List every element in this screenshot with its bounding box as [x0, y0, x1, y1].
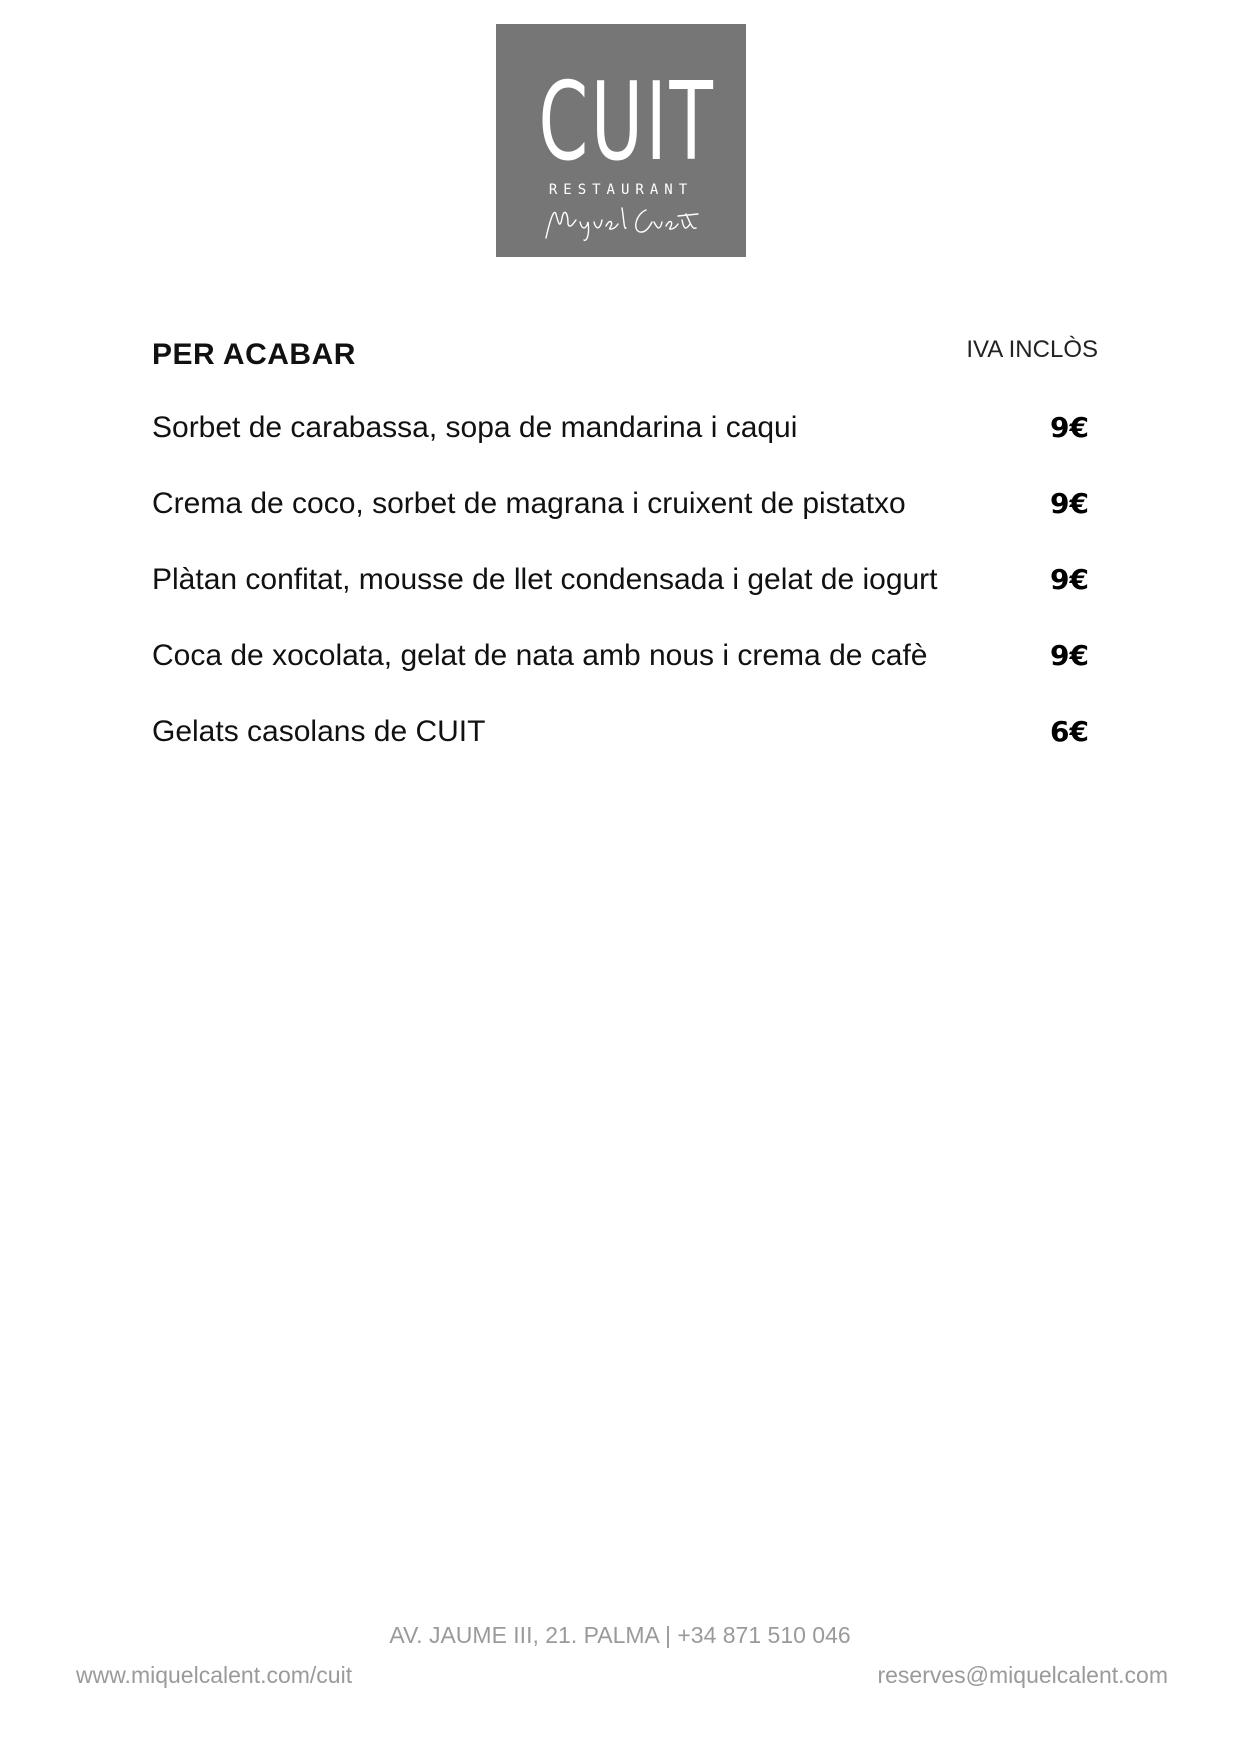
menu-item	[152, 410, 1098, 446]
section-header	[152, 330, 1098, 390]
menu-item	[152, 714, 1098, 750]
footer-website-link[interactable]: www.miquelcalent.com/cuit	[76, 1662, 353, 1688]
logo-subtitle: RESTAURANT	[548, 182, 694, 198]
logo-wordmark: CUIT	[538, 60, 716, 185]
menu-items	[152, 410, 1098, 750]
menu-item-price: 9€	[1050, 639, 1089, 672]
section-title: PER ACABAR	[152, 338, 356, 371]
menu-item-price: 9€	[1050, 487, 1089, 520]
menu-item-name: Plàtan confitat, mousse de llet condensada i gelat de iogurt	[152, 563, 938, 596]
dessert-menu	[152, 330, 1098, 790]
menu-item-price: 9€	[1050, 411, 1089, 444]
menu-item	[152, 486, 1098, 522]
menu-item-name: Coca de xocolata, gelat de nata amb nous i crema de cafè	[152, 639, 928, 672]
menu-item	[152, 638, 1098, 674]
footer-email-link[interactable]: reserves@miquelcalent.com	[877, 1662, 1168, 1688]
tax-note: IVA INCLÒS	[966, 336, 1098, 363]
restaurant-logo	[496, 24, 746, 257]
menu-item	[152, 562, 1098, 598]
footer-address: AV. JAUME III, 21. PALMA | +34 871 510 046	[389, 1622, 851, 1648]
signature-icon	[540, 200, 700, 244]
menu-item-name: Sorbet de carabassa, sopa de mandarina i caqui	[152, 411, 798, 444]
menu-item-name: Gelats casolans de CUIT	[152, 715, 486, 748]
menu-item-price: 9€	[1050, 563, 1089, 596]
menu-item-price: 6€	[1050, 715, 1089, 748]
menu-item-name: Crema de coco, sorbet de magrana i cruixent de pistatxo	[152, 487, 906, 520]
